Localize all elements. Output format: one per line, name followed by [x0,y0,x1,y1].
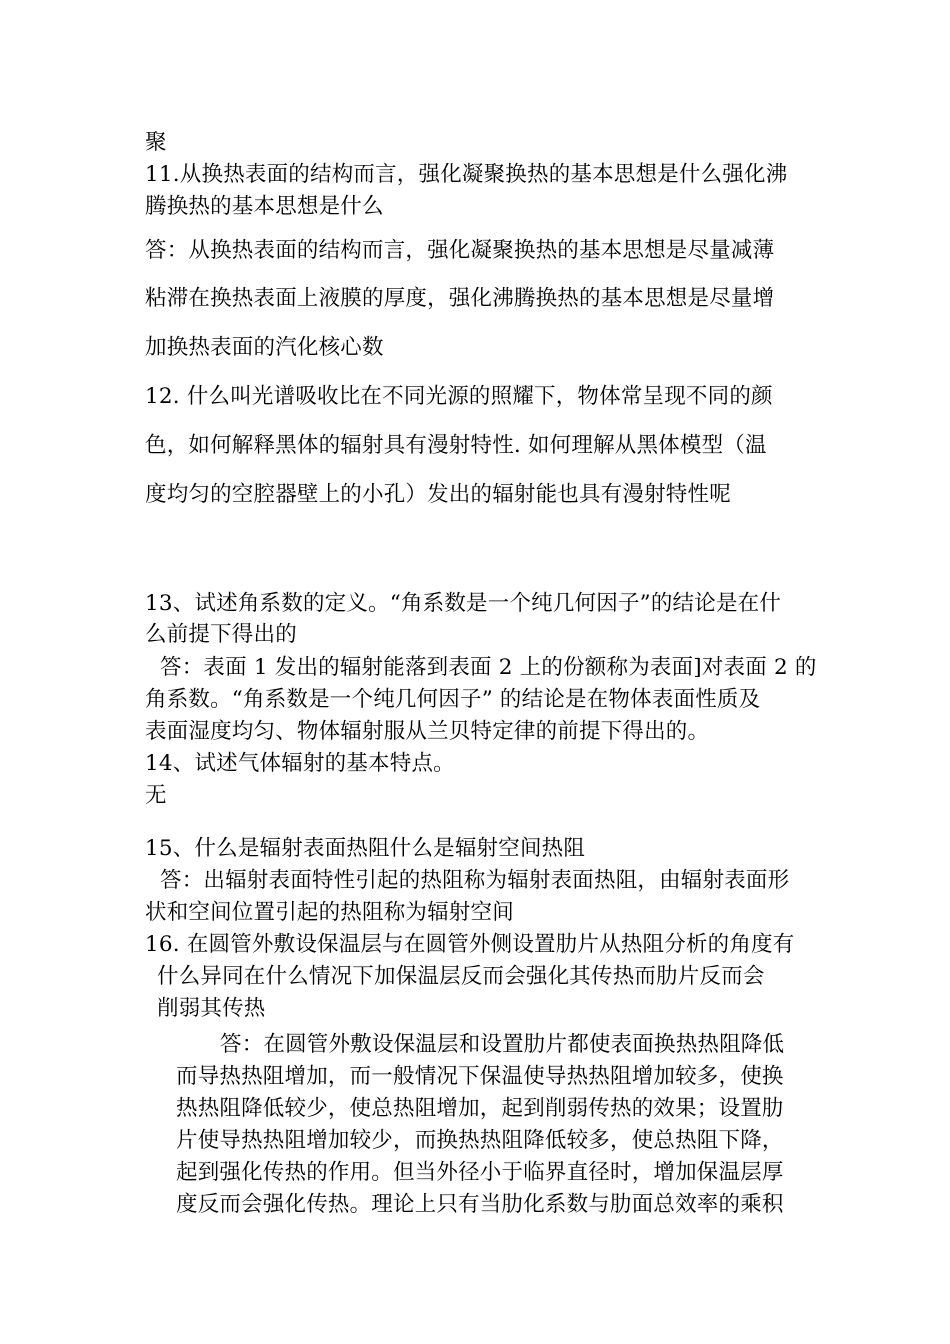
text-line: 聚 [145,130,167,155]
answer-16-line-6: 度反而会强化传热。理论上只有当肋化系数与肋面总效率的乘积 [176,1192,784,1217]
question-11-line-2: 腾换热的基本思想是什么 [145,194,384,219]
answer-13-line-1: 答：表面 1 发出的辐射能落到表面 2 上的份额称为表面]对表面 2 的 [160,655,817,680]
answer-15-line-2: 状和空间位置引起的热阻称为辐射空间 [145,900,514,925]
question-16-line-1: 16. 在圆管外敷设保温层与在圆管外侧设置肋片从热阻分析的角度有 [145,932,795,957]
question-13-line-2: 么前提下得出的 [145,622,297,647]
answer-11-line-3: 加换热表面的汽化核心数 [145,335,384,360]
question-16-line-2: 什么异同在什么情况下加保温层反而会强化其传热而肋片反而会 [157,964,765,989]
answer-13-line-2: 角系数。“角系数是一个纯几何因子” 的结论是在物体表面性质及 [145,687,761,712]
question-14-line-1: 14、试述气体辐射的基本特点。 [145,751,455,776]
answer-16-line-2: 而导热热阻增加，而一般情况下保温使导热热阻增加较多，使换 [176,1064,784,1089]
answer-11-line-2: 粘滞在换热表面上液膜的厚度，强化沸腾换热的基本思想是尽量增 [145,286,775,311]
answer-13-line-3: 表面湿度均匀、物体辐射服从兰贝特定律的前提下得出的。 [145,719,710,744]
answer-16-line-4: 片使导热热阻增加较少，而换热热阻降低较多，使总热阻下降， [176,1128,784,1153]
question-12-line-1: 12. 什么叫光谱吸收比在不同光源的照耀下，物体常呈现不同的颜 [145,384,773,409]
question-16-line-3: 削弱其传热 [157,996,266,1021]
question-13-line-1: 13、试述角系数的定义。“角系数是一个纯几何因子”的结论是在什 [145,591,782,616]
answer-16-line-5: 起到强化传热的作用。但当外径小于临界直径时，增加保温层厚 [176,1160,784,1185]
answer-16-line-1: 答：在圆管外敷设保温层和设置肋片都使表面换热热阻降低 [220,1032,785,1057]
question-12-line-2: 色，如何解释黑体的辐射具有漫射特性. 如何理解从黑体模型（温 [145,433,767,458]
question-11-line-1: 11.从换热表面的结构而言，强化凝聚换热的基本思想是什么强化沸 [145,162,788,187]
answer-14-line-1: 无 [145,783,167,808]
question-15-line-1: 15、什么是辐射表面热阻什么是辐射空间热阻 [145,836,586,861]
answer-11-line-1: 答：从换热表面的结构而言，强化凝聚换热的基本思想是尽量减薄 [145,238,775,263]
answer-16-line-3: 热热阻降低较少，使总热阻增加，起到削弱传热的效果；设置肋 [176,1096,784,1121]
answer-15-line-1: 答：出辐射表面特性引起的热阻称为辐射表面热阻，由辐射表面形 [160,868,790,893]
question-12-line-3: 度均匀的空腔器壁上的小孔）发出的辐射能也具有漫射特性呢 [145,482,731,507]
